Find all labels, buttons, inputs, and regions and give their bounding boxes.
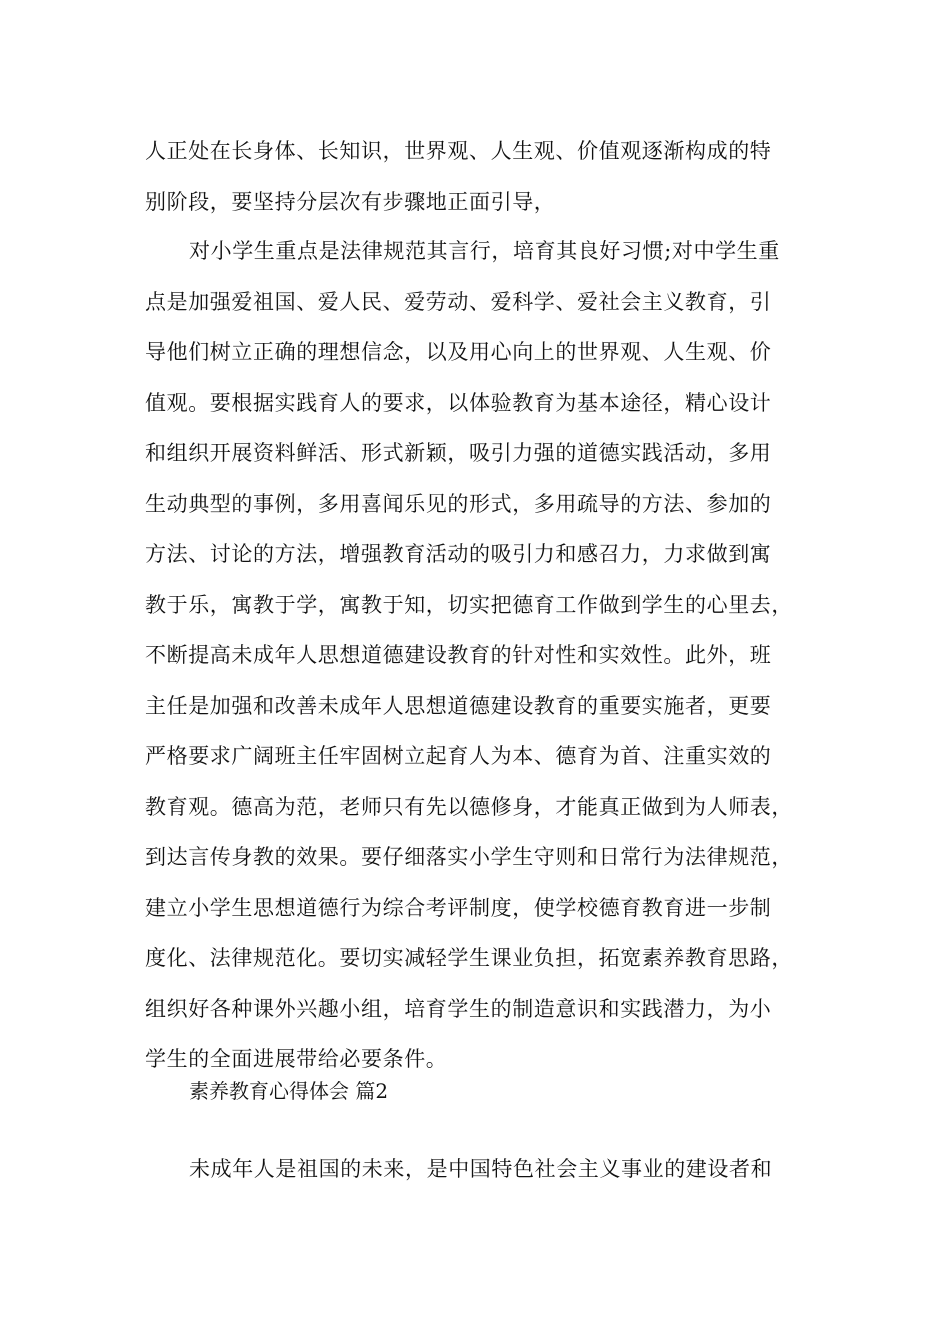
- text-line: 生动典型的事例，多用喜闻乐见的形式，多用疏导的方法、参加的: [145, 491, 772, 516]
- text-line: 到达言传身教的效果。要仔细落实小学生守则和日常行为法律规范，: [145, 845, 793, 869]
- text-line: 学生的全面进展带给必要条件。: [145, 1047, 448, 1071]
- text-line: 教育观。德高为范，老师只有先以德修身，才能真正做到为人师表，: [145, 794, 793, 819]
- text-line: 教于乐，寓教于学，寓教于知，切实把德育工作做到学生的心里去，: [145, 592, 793, 617]
- paragraph-2: [145, 226, 825, 1085]
- text-line: 主任是加强和改善未成年人思想道德建设教育的重要实施者，更要: [145, 693, 772, 718]
- text-line: 点是加强爱祖国、爱人民、爱劳动、爱科学、爱社会主义教育，引: [145, 289, 772, 314]
- text-line: 不断提高未成年人思想道德建设教育的针对性和实效性。此外，班: [145, 643, 772, 667]
- section-heading: 素养教育心得体会 篇2: [189, 1079, 389, 1103]
- text-line: 度化、法律规范化。要切实减轻学生课业负担，拓宽素养教育思路，: [145, 946, 793, 970]
- text-line: 组织好各种课外兴趣小组，培育学生的制造意识和实践潜力，为小: [145, 996, 772, 1021]
- text-line: 别阶段，要坚持分层次有步骤地正面引导，: [145, 189, 556, 214]
- text-line: 建立小学生思想道德行为综合考评制度，使学校德育教育进一步制: [145, 895, 772, 920]
- text-line: 值观。要根据实践育人的要求，以体验教育为基本途径，精心设计: [145, 390, 772, 415]
- text-line: 方法、讨论的方法，增强教育活动的吸引力和感召力，力求做到寓: [145, 542, 772, 566]
- paragraph-3: 未成年人是祖国的未来，是中国特色社会主义事业的建设者和: [189, 1157, 773, 1181]
- text-line: 和组织开展资料鲜活、形式新颖，吸引力强的道德实践活动，多用: [145, 441, 772, 465]
- text-line: 对小学生重点是法律规范其言行，培育其良好习惯;对中学生重: [189, 239, 780, 263]
- paragraph-1: [145, 126, 825, 227]
- text-line: 导他们树立正确的理想信念，以及用心向上的世界观、人生观、价: [145, 340, 772, 364]
- text-line: 严格要求广阔班主任牢固树立起育人为本、德育为首、注重实效的: [145, 744, 772, 768]
- text-line: 人正处在长身体、长知识，世界观、人生观、价值观逐渐构成的特: [145, 139, 772, 163]
